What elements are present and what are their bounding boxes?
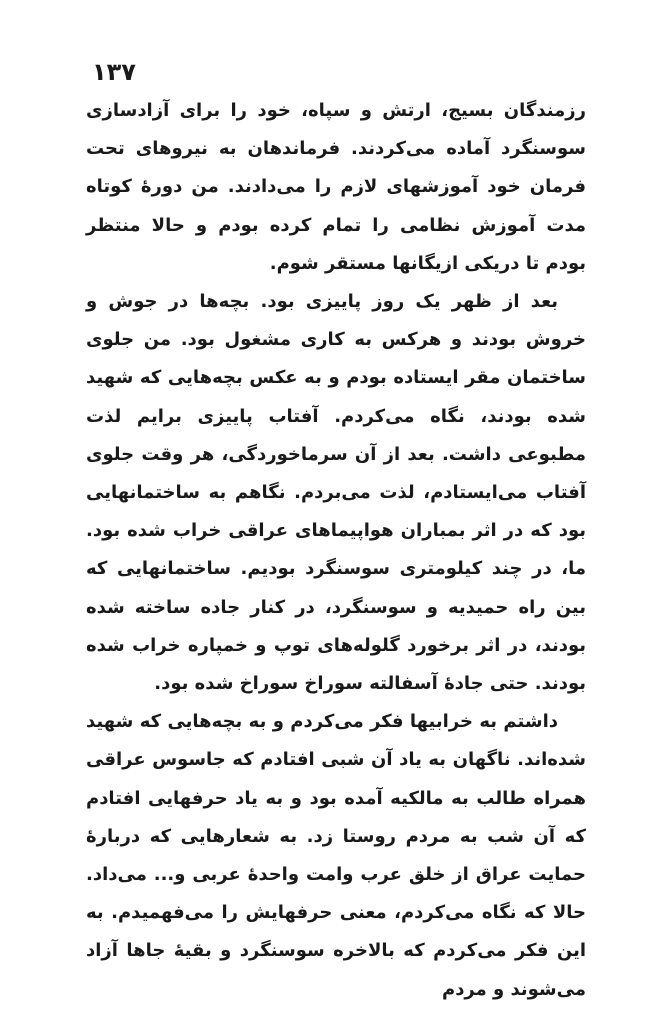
paragraph-1: رزمندگان بسیج، ارتش و سپاه، خود را برای آزادسازی سوسنگرد آماده می‌کردند. فرماندهان به نیروهای تحت فرمان خود آموزشهای لازم را می‌دادند. من دورهٔ کوتاه مدت آموزش نظامی را تمام کرده بودم و حالا منتظر بودم تا دریکی ازیگانها مستقر شوم. xyxy=(86,100,586,274)
paragraph-3: داشتم به خرابیها فکر می‌کردم و به بچه‌هایی که شهید شده‌اند. ناگهان به یاد آن شبی افتادم که جاسوس عراقی همراه طالب به مالکیه آمده بود و به یاد حرفهایی افتادم که آن شب به مردم روستا زد. به شعارهایی که دربارهٔ حمایت عراق از خلق عرب وامت واحدهٔ عربی و... می‌داد. حالا که نگاه می‌کردم، معنی حرفهایش را می‌فهمیدم. به این فکر می‌کردم که بالاخره سوسنگرد و بقیهٔ جاها آزاد می‌شوند و مردم xyxy=(86,711,586,1000)
paragraph-2: بعد از ظهر یک روز پاییزی بود. بچه‌ها در جوش و خروش بودند و هرکس به کاری مشغول بود. من جلوی ساختمان مقر ایستاده بودم و به عکس بچه‌هایی که شهید شده بودند، نگاه می‌کردم. آفتاب پاییزی برایم لذت مطبوعی داشت. بعد از آن سرماخوردگی، هر وقت جلوی آفتاب می‌ایستادم، لذت می‌بردم. نگاهم به ساختمانهایی بود که در اثر بمباران هواپیماهای عراقی خراب شده بود. ما، در چند کیلومتری سوسنگرد بودیم. ساختمانهایی که بین راه حمیدیه و سوسنگرد، در کنار جاده ساخته شده بودند، در اثر برخورد گلوله‌های توپ و خمپاره خراب شده بودند. حتی جادهٔ آسفالته سوراخ سوراخ شده بود. xyxy=(86,291,586,695)
body-text xyxy=(86,92,586,1009)
page-number: ۱۳۷ xyxy=(92,58,136,86)
